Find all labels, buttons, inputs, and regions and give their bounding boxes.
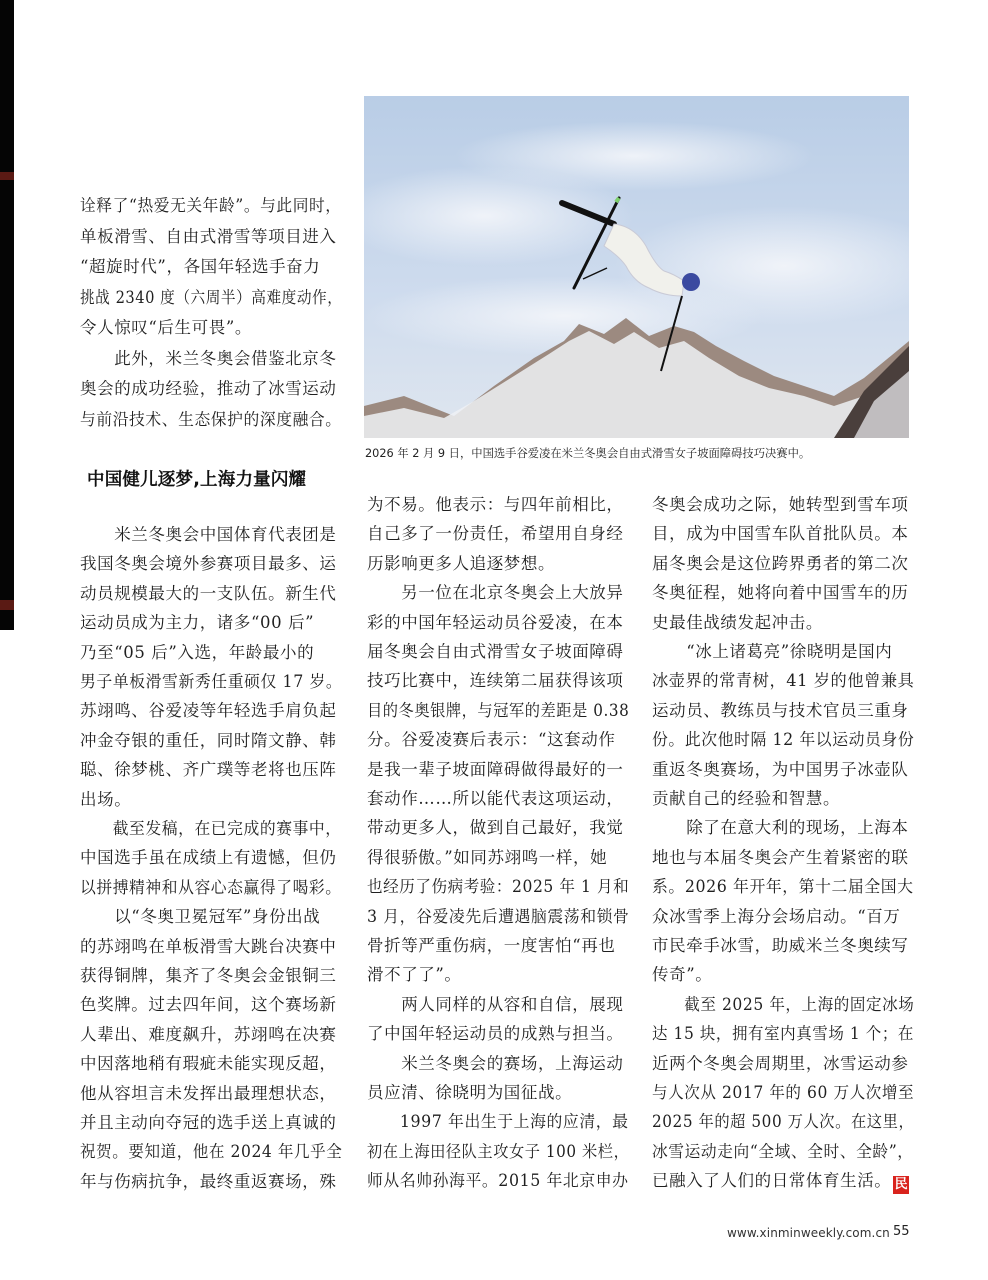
text-line: 冬奥征程，她将向着中国雪车的历	[652, 583, 909, 603]
text-line: 冰壶界的常青树，41 岁的他曾兼具	[652, 671, 915, 691]
text-line: 师从名帅孙海平。2015 年北京申办	[367, 1171, 629, 1191]
section-heading: 中国健儿逐梦,上海力量闪耀	[87, 470, 307, 490]
article-photo	[364, 96, 909, 438]
text-line: 带动更多人，做到自己最好，我觉	[367, 818, 624, 838]
text-line: 传奇”。	[652, 965, 713, 985]
text-line: 他从容坦言未发挥出最理想状态，	[80, 1083, 337, 1103]
footer-website: www.xinminweekly.com.cn	[727, 1226, 890, 1240]
text-line: 贡献自己的经验和智慧。	[652, 789, 841, 808]
text-line: 2025 年的超 500 万人次。在这里，	[652, 1112, 915, 1132]
text-line: 届冬奥会是这位跨界勇者的第二次	[652, 553, 909, 573]
text-line: 技巧比赛中，连续第二届获得该项	[367, 671, 624, 691]
text-line: 了中国年轻运动员的成熟与担当。	[367, 1024, 624, 1044]
text-line: 达 15 块，拥有室内真雪场 1 个；在	[652, 1024, 914, 1044]
text-line: 祝贺。要知道，他在 2024 年几乎全	[80, 1142, 343, 1162]
text-line: 运动员成为主力，诸多“00 后”	[80, 613, 315, 633]
text-line: 除了在意大利的现场，上海本	[652, 818, 909, 838]
text-line: 以拼搏精神和从容心态赢得了喝彩。	[80, 877, 342, 897]
text-line: 目，成为中国雪车队首批队员。本	[652, 524, 909, 544]
edge-band	[0, 600, 14, 610]
text-line: 男子单板滑雪新秀任重硕仅 17 岁。	[80, 672, 343, 691]
text-line: 的苏翊鸣在单板滑雪大跳台决赛中	[80, 936, 337, 956]
text-line: 也经历了伤病考验：2025 年 1 月和	[367, 877, 630, 897]
text-line: 乃至“05 后”入选，年龄最小的	[80, 642, 315, 662]
text-line: 此外，米兰冬奥会借鉴北京冬	[80, 348, 337, 368]
adjacent-page-edge	[0, 0, 14, 630]
article-end-mark-icon: 民	[894, 1177, 909, 1193]
text-line: 届冬奥会自由式滑雪女子坡面障碍	[367, 642, 624, 661]
text-line: 挑战 2340 度（六周半）高难度动作，	[80, 287, 343, 307]
text-line: 份。此次他时隔 12 年以运动员身份	[652, 730, 915, 750]
text-line: 中国选手虽在成绩上有遗憾，但仍	[80, 848, 337, 868]
text-line: 系。2026 年开年，第十二届全国大	[652, 877, 914, 897]
text-line: 分。谷爱凌赛后表示：“这套动作	[367, 730, 616, 750]
text-line: 中因落地稍有瑕疵未能实现反超，	[80, 1054, 337, 1074]
text-line: 年与伤病抗争，最终重返赛场，殊	[80, 1171, 337, 1191]
text-line: 动员规模最大的一支队伍。新生代	[80, 583, 337, 603]
text-line: 获得铜牌，集齐了冬奥会金银铜三	[80, 966, 337, 985]
text-line: 骨折等严重伤病，一度害怕“再也	[367, 936, 616, 955]
text-line: 市民牵手冰雪，助威米兰冬奥续写	[652, 936, 909, 955]
text-line: 滑不了了”。	[367, 965, 462, 985]
text-line: 两人同样的从容和自信，展现	[367, 994, 624, 1014]
text-line: 运动员、教练员与技术官员三重身	[652, 700, 909, 720]
text-line: 重返冬奥赛场，为中国男子冰壶队	[652, 759, 909, 779]
text-line: 与人次从 2017 年的 60 万人次增至	[652, 1083, 915, 1102]
text-line: 苏翊鸣、谷爱凌等年轻选手肩负起	[80, 701, 337, 721]
text-line: 初在上海田径队主攻女子 100 米栏，	[367, 1141, 630, 1161]
text-line: 单板滑雪、自由式滑雪等项目进入	[80, 226, 337, 246]
text-line: 3 月，谷爱凌先后遭遇脑震荡和锁骨	[367, 906, 630, 926]
text-line: 自己多了一份责任，希望用自身经	[367, 524, 624, 544]
text-line: 色奖牌。过去四年间，这个赛场新	[80, 995, 337, 1015]
text-line: 令人惊叹“后生可畏”。	[80, 318, 252, 337]
text-line: 米兰冬奥会的赛场，上海运动	[367, 1053, 624, 1073]
text-line: “超旋时代”，各国年轻选手奋力	[80, 257, 321, 276]
text-line: 史最佳战绩发起冲击。	[652, 612, 823, 632]
edge-band	[0, 172, 14, 180]
text-line: 目的冬奥银牌，与冠军的差距是 0.38	[367, 700, 630, 720]
text-line: 诠释了“热爱无关年龄”。与此同时，	[80, 196, 342, 215]
text-line: 以“冬奥卫冕冠军”身份出战	[80, 907, 321, 927]
text-line: 已融入了人们的日常体育生活。 民	[652, 1171, 909, 1193]
text-line: 员应清、徐晓明为国征战。	[367, 1083, 573, 1102]
text-line: 得很骄傲。”如同苏翊鸣一样，她	[367, 847, 608, 867]
text-line: 出场。	[80, 789, 132, 809]
page-number: 55	[893, 1224, 910, 1239]
text-line: 是我一辈子坡面障碍做得最好的一	[367, 759, 624, 779]
text-line: 冲金夺银的重任，同时隋文静、韩	[80, 730, 337, 750]
text-line: 另一位在北京冬奥会上大放异	[367, 583, 624, 603]
text-line: 冰雪运动走向“全域、全时、全龄”，	[652, 1141, 914, 1161]
cloud	[454, 121, 814, 191]
text-line: 历影响更多人追逐梦想。	[367, 553, 556, 573]
text-line: 近两个冬奥会周期里，冰雪运动参	[652, 1053, 909, 1073]
text-line: 彩的中国年轻运动员谷爱凌，在本	[367, 612, 624, 632]
text-line: 地也与本届冬奥会产生着紧密的联	[652, 847, 909, 867]
text-line: 为不易。他表示：与四年前相比，	[367, 495, 624, 514]
text-line: 套动作……所以能代表这项运动，	[367, 789, 624, 808]
text-line: 冬奥会成功之际，她转型到雪车项	[652, 495, 909, 514]
text-line: 人辈出、难度飙升，苏翊鸣在决赛	[80, 1024, 337, 1044]
text-line: 聪、徐梦桃、齐广璞等老将也压阵	[80, 760, 337, 780]
text-line: 我国冬奥会境外参赛项目最多、运	[80, 554, 337, 574]
text-line: 1997 年出生于上海的应清，最	[367, 1112, 629, 1132]
text-line: 与前沿技术、生态保护的深度融合。	[80, 409, 342, 429]
text-line: 众冰雪季上海分会场启动。“百万	[652, 906, 901, 926]
text-line: 截至 2025 年，上海的固定冰场	[652, 994, 915, 1014]
text-line: “冰上诸葛亮”徐晓明是国内	[652, 642, 893, 661]
text-line: 并且主动向夺冠的选手送上真诚的	[80, 1113, 337, 1132]
photo-caption: 2026 年 2 月 9 日，中国选手谷爱凌在米兰冬奥会自由式滑雪女子坡面障碍技巧决赛中。	[365, 447, 811, 460]
skier-photo-illustration	[364, 96, 909, 438]
text-line: 米兰冬奥会中国体育代表团是	[80, 525, 337, 544]
text-line: 奥会的成功经验，推动了冰雪运动	[80, 379, 337, 398]
text-line: 截至发稿，在已完成的赛事中，	[80, 819, 342, 838]
